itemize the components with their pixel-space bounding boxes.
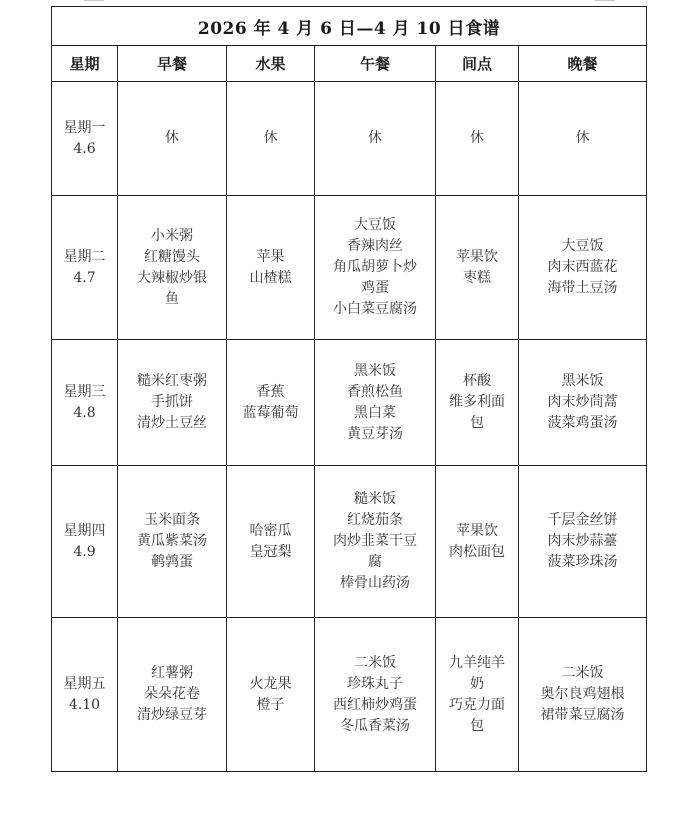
breakfast-cell	[118, 466, 227, 618]
lunch-item: 黑白菜	[354, 404, 396, 421]
fruit-cell	[227, 466, 315, 618]
breakfast-cell	[118, 340, 227, 466]
day-cell	[52, 618, 118, 772]
dinner-item: 肉末西蓝花	[547, 259, 618, 275]
dinner-item: 肉末炒茼蒿	[547, 394, 618, 410]
snack-item: 包	[470, 415, 484, 431]
lunch-cell	[315, 466, 436, 618]
breakfast-item: 小米粥	[151, 227, 193, 244]
lunch-item: 糙米饭	[354, 491, 396, 507]
snack-cell	[436, 466, 519, 618]
lunch-item: 珍珠丸子	[347, 675, 403, 692]
breakfast-item: 鱼	[165, 290, 179, 307]
lunch-item: 大豆饭	[354, 217, 396, 233]
menu-title: 2026 年 4 月 6 日—4 月 10 日食谱	[52, 7, 647, 46]
fruit-item: 苹果	[256, 248, 285, 265]
fruit-cell	[227, 618, 315, 772]
dinner-item: 大豆饭	[561, 238, 604, 254]
snack-item: 苹果饮	[456, 522, 498, 539]
header-day: 星期	[52, 46, 118, 82]
dinner-cell	[519, 340, 647, 466]
breakfast-item: 休	[165, 130, 179, 146]
snack-item: 维多利面	[449, 394, 505, 410]
fruit-item: 香蕉	[256, 383, 285, 400]
snack-item: 奶	[470, 675, 484, 692]
lunch-cell	[315, 618, 436, 772]
snack-cell	[436, 82, 519, 196]
breakfast-item: 鹌鹑蛋	[151, 554, 193, 570]
weekday-label: 星期一	[63, 119, 106, 136]
dinner-item: 裙带菜豆腐汤	[540, 707, 625, 723]
menu-row	[52, 466, 647, 618]
dinner-item: 海带土豆汤	[547, 280, 618, 296]
lunch-cell	[315, 82, 436, 196]
snack-item: 包	[470, 717, 484, 734]
day-cell	[52, 196, 118, 340]
menu-row	[52, 196, 647, 340]
fruit-cell	[227, 82, 315, 196]
lunch-item: 肉炒韭菜干豆	[333, 533, 417, 549]
fruit-item: 橙子	[256, 696, 285, 713]
date-label: 4.9	[73, 543, 96, 560]
lunch-item: 棒骨山药汤	[340, 575, 410, 591]
lunch-item: 香辣肉丝	[347, 238, 403, 254]
snack-item: 枣糕	[463, 269, 491, 286]
breakfast-cell	[118, 196, 227, 340]
dinner-item: 千层金丝饼	[547, 512, 618, 528]
fruit-item: 火龙果	[249, 675, 292, 692]
menu-row	[52, 618, 647, 772]
snack-item: 杯酸	[463, 373, 491, 389]
lunch-item: 角瓜胡萝卜炒	[333, 259, 417, 275]
lunch-item: 西红柿炒鸡蛋	[333, 696, 417, 713]
corner-mark-right	[595, 0, 615, 1]
title-row	[52, 7, 647, 46]
breakfast-item: 清炒绿豆芽	[137, 707, 207, 723]
day-cell	[52, 82, 118, 196]
day-cell	[52, 340, 118, 466]
header-dinner: 晚餐	[519, 46, 647, 82]
date-label: 4.10	[68, 696, 101, 713]
dinner-cell	[519, 466, 647, 618]
lunch-item: 香煎松鱼	[347, 383, 403, 400]
fruit-cell	[227, 340, 315, 466]
breakfast-cell	[118, 618, 227, 772]
snack-cell	[436, 618, 519, 772]
breakfast-item: 黄瓜紫菜汤	[137, 533, 207, 549]
date-label: 4.7	[73, 269, 96, 286]
weekday-label: 星期五	[63, 675, 106, 692]
fruit-item: 山楂糕	[249, 269, 292, 286]
date-label: 4.6	[73, 140, 96, 157]
weekday-label: 星期二	[63, 248, 106, 265]
lunch-item: 冬瓜香菜汤	[340, 717, 410, 734]
fruit-item: 皇冠梨	[249, 543, 292, 560]
dinner-cell	[519, 196, 647, 340]
snack-item: 肉松面包	[449, 543, 505, 560]
snack-item: 九羊纯羊	[449, 654, 505, 671]
lunch-item: 腐	[368, 554, 382, 570]
date-label: 4.8	[73, 404, 96, 421]
breakfast-item: 红薯粥	[151, 665, 193, 681]
dinner-cell	[519, 82, 647, 196]
dinner-item: 奥尔良鸡翅根	[540, 686, 625, 702]
header-fruit: 水果	[227, 46, 315, 82]
breakfast-item: 玉米面条	[144, 512, 200, 528]
weekday-label: 星期三	[63, 383, 106, 400]
day-cell	[52, 466, 118, 618]
corner-mark-left	[84, 0, 104, 1]
dinner-item: 黑米饭	[561, 373, 604, 389]
dinner-item: 休	[575, 130, 590, 146]
header-breakfast: 早餐	[118, 46, 227, 82]
breakfast-item: 朵朵花卷	[144, 686, 200, 702]
snack-item: 苹果饮	[456, 248, 498, 265]
dinner-cell	[519, 618, 647, 772]
breakfast-item: 清炒土豆丝	[137, 415, 207, 431]
breakfast-item: 红糖馒头	[144, 248, 200, 265]
breakfast-cell	[118, 82, 227, 196]
header-row	[52, 46, 647, 82]
lunch-cell	[315, 196, 436, 340]
lunch-item: 红烧茄条	[347, 512, 403, 528]
lunch-item: 黄豆芽汤	[347, 425, 403, 442]
lunch-item: 黑米饭	[354, 362, 396, 379]
fruit-item: 蓝莓葡萄	[242, 404, 299, 421]
menu-row	[52, 82, 647, 196]
breakfast-item: 大辣椒炒银	[137, 269, 207, 286]
breakfast-item: 手抓饼	[151, 394, 193, 410]
snack-cell	[436, 340, 519, 466]
fruit-item: 哈密瓜	[249, 522, 292, 539]
lunch-item: 鸡蛋	[361, 280, 389, 296]
lunch-item: 小白菜豆腐汤	[333, 301, 417, 317]
snack-cell	[436, 196, 519, 340]
dinner-item: 菠菜鸡蛋汤	[547, 415, 618, 431]
dinner-item: 二米饭	[561, 665, 604, 681]
dinner-item: 菠菜珍珠汤	[547, 554, 618, 570]
lunch-item: 二米饭	[354, 654, 396, 671]
dinner-item: 肉末炒蒜薹	[547, 533, 618, 549]
breakfast-item: 糙米红枣粥	[137, 373, 207, 389]
weekday-label: 星期四	[63, 522, 106, 539]
fruit-cell	[227, 196, 315, 340]
lunch-item: 休	[368, 130, 382, 146]
menu-table	[51, 6, 647, 772]
fruit-item: 休	[263, 130, 278, 146]
header-lunch: 午餐	[315, 46, 436, 82]
snack-item: 巧克力面	[449, 696, 505, 713]
header-snack: 间点	[436, 46, 519, 82]
lunch-cell	[315, 340, 436, 466]
menu-row	[52, 340, 647, 466]
snack-item: 休	[470, 130, 484, 146]
